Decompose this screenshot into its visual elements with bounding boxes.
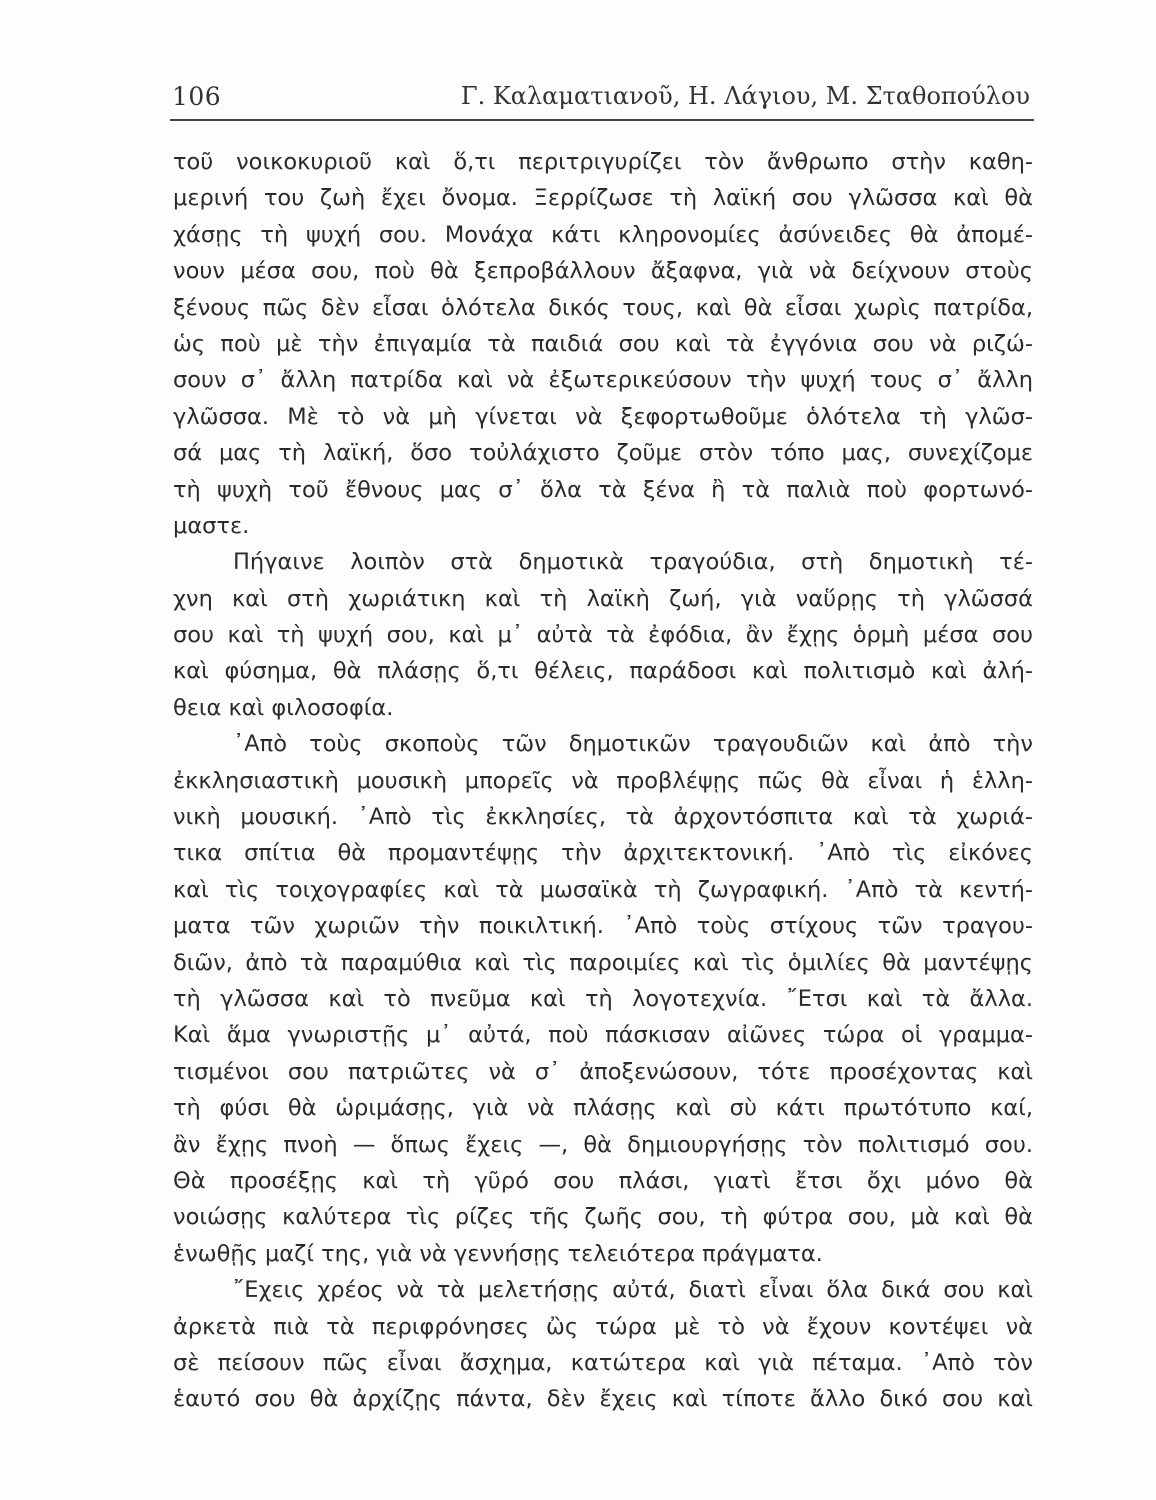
text-line: καὶ τὶς τοιχογραφίες καὶ τὰ μωσαϊκὰ τὴ ζωγραφική. ᾿Απὸ τὰ κεντή-: [173, 876, 1033, 903]
text-line: γλῶσσα. Μὲ τὸ νὰ μὴ γίνεται νὰ ξεφορτωθοῦμε ὁλότελα τὴ γλῶσ-: [173, 403, 1033, 430]
text-line: ἀρκετὰ πιὰ τὰ περιφρόνησες ὢς τώρα μὲ τὸ νὰ ἔχουν κοντέψει νὰ: [173, 1313, 1033, 1340]
text-line: ἐκκλησιαστικὴ μουσικὴ μπορεῖς νὰ προβλέψῃς πῶς θὰ εἶναι ἡ ἑλλη-: [173, 767, 1033, 794]
text-line: χάσῃς τὴ ψυχή σου. Μονάχα κάτι κληρονομίες ἀσύνειδες θὰ ἀπομέ-: [173, 221, 1033, 248]
text-line: ἑαυτό σου θὰ ἀρχίζῃς πάντα, δὲν ἔχεις καὶ τίποτε ἄλλο δικό σου καὶ: [173, 1386, 1033, 1413]
text-line: τὴ γλῶσσα καὶ τὸ πνεῦμα καὶ τὴ λογοτεχνία. ῎Ετσι καὶ τὰ ἄλλα.: [173, 985, 1033, 1012]
text-line: Καὶ ἅμα γνωριστῇς μ᾿ αὐτά, ποὺ πάσκισαν αἰῶνες τώρα οἱ γραμμα-: [173, 1022, 1033, 1049]
text-line: σουν σ᾿ ἄλλη πατρίδα καὶ νὰ ἐξωτερικεύσουν τὴν ψυχή τους σ᾿ ἄλλη: [173, 367, 1033, 394]
text-line: θεια καὶ φιλοσοφία.: [173, 694, 394, 721]
text-line: χνη καὶ στὴ χωριάτικη καὶ τὴ λαϊκὴ ζωή, γιὰ ναὕρῃς τὴ γλῶσσά: [173, 585, 1033, 612]
text-line: σου καὶ τὴ ψυχή σου, καὶ μ᾿ αὐτὰ τὰ ἐφόδια, ἂν ἔχῃς ὁρμὴ μέσα σου: [173, 622, 1033, 649]
header-rule: [170, 119, 1034, 121]
running-head: Γ. Καλαματιανοῦ, Η. Λάγιου, Μ. Σταθοπούλου: [460, 82, 1030, 110]
page-header: [172, 80, 1030, 120]
text-line: ᾿Απὸ τοὺς σκοποὺς τῶν δημοτικῶν τραγουδιῶν καὶ ἀπὸ τὴν: [233, 731, 1033, 758]
text-line: μερινή του ζωὴ ἔχει ὄνομα. Ξερρίζωσε τὴ λαϊκή σου γλῶσσα καὶ θὰ: [173, 185, 1033, 212]
text-line: Θὰ προσέξῃς καὶ τὴ γῦρό σου πλάσι, γιατὶ ἔτσι ὄχι μόνο θὰ: [173, 1167, 1033, 1194]
text-line: τὴ φύσι θὰ ὡριμάσῃς, γιὰ νὰ πλάσῃς καὶ σὺ κάτι πρωτότυπο καί,: [173, 1095, 1033, 1122]
text-line: νικὴ μουσική. ᾿Απὸ τὶς ἐκκλησίες, τὰ ἀρχοντόσπιτα καὶ τὰ χωριά-: [173, 804, 1033, 831]
text-line: νουν μέσα σου, ποὺ θὰ ξεπροβάλλουν ἄξαφνα, γιὰ νὰ δείχνουν στοὺς: [173, 258, 1033, 285]
text-line: σὲ πείσουν πῶς εἶναι ἄσχημα, κατώτερα καὶ γιὰ πέταμα. ᾿Απὸ τὸν: [173, 1349, 1033, 1376]
page-number: 106: [172, 82, 222, 111]
text-line: διῶν, ἀπὸ τὰ παραμύθια καὶ τὶς παροιμίες καὶ τὶς ὁμιλίες θὰ μαντέψῃς: [173, 949, 1033, 976]
text-line: τισμένοι σου πατριῶτες νὰ σ᾿ ἀποξενώσουν, τότε προσέχοντας καὶ: [173, 1058, 1033, 1085]
text-line: τὴ ψυχὴ τοῦ ἔθνους μας σ᾿ ὅλα τὰ ξένα ἢ τὰ παλιὰ ποὺ φορτωνό-: [173, 476, 1033, 503]
text-line: τοῦ νοικοκυριοῦ καὶ ὅ,τι περιτριγυρίζει τὸν ἄνθρωπο στὴν καθη-: [173, 149, 1033, 175]
text-line: μαστε.: [173, 512, 250, 539]
text-line: ῎Εχεις χρέος νὰ τὰ μελετήσῃς αὐτά, διατὶ εἶναι ὅλα δικά σου καὶ: [233, 1277, 1033, 1304]
text-line: Πήγαινε λοιπὸν στὰ δημοτικὰ τραγούδια, στὴ δημοτικὴ τέ-: [233, 549, 1033, 576]
text-line: ματα τῶν χωριῶν τὴν ποικιλτική. ᾿Απὸ τοὺς στίχους τῶν τραγου-: [173, 913, 1033, 940]
text-line: σά μας τὴ λαϊκή, ὅσο τοὐλάχιστο ζοῦμε στὸν τόπο μας, συνεχίζομε: [173, 440, 1033, 467]
text-line: καὶ φύσημα, θὰ πλάσῃς ὅ,τι θέλεις, παράδοσι καὶ πολιτισμὸ καὶ ἀλή-: [173, 658, 1033, 685]
text-line: ὡς ποὺ μὲ τὴν ἐπιγαμία τὰ παιδιά σου καὶ τὰ ἐγγόνια σου νὰ ριζώ-: [173, 330, 1033, 357]
text-line: ξένους πῶς δὲν εἶσαι ὁλότελα δικός τους, καὶ θὰ εἶσαι χωρὶς πατρίδα,: [173, 294, 1033, 321]
text-line: τικα σπίτια θὰ προμαντέψῃς τὴν ἀρχιτεκτονική. ᾿Απὸ τὶς εἰκόνες: [173, 840, 1033, 867]
body-text: [173, 144, 1033, 1418]
text-line: ἂν ἔχῃς πνοὴ — ὅπως ἔχεις —, θὰ δημιουργήσῃς τὸν πολιτισμό σου.: [173, 1131, 1033, 1158]
text-line: ἑνωθῇς μαζί της, γιὰ νὰ γεννήσῃς τελειότερα πράγματα.: [173, 1240, 823, 1267]
text-line: νοιώσῃς καλύτερα τὶς ρίζες τῆς ζωῆς σου, τὴ φύτρα σου, μὰ καὶ θὰ: [173, 1204, 1033, 1231]
